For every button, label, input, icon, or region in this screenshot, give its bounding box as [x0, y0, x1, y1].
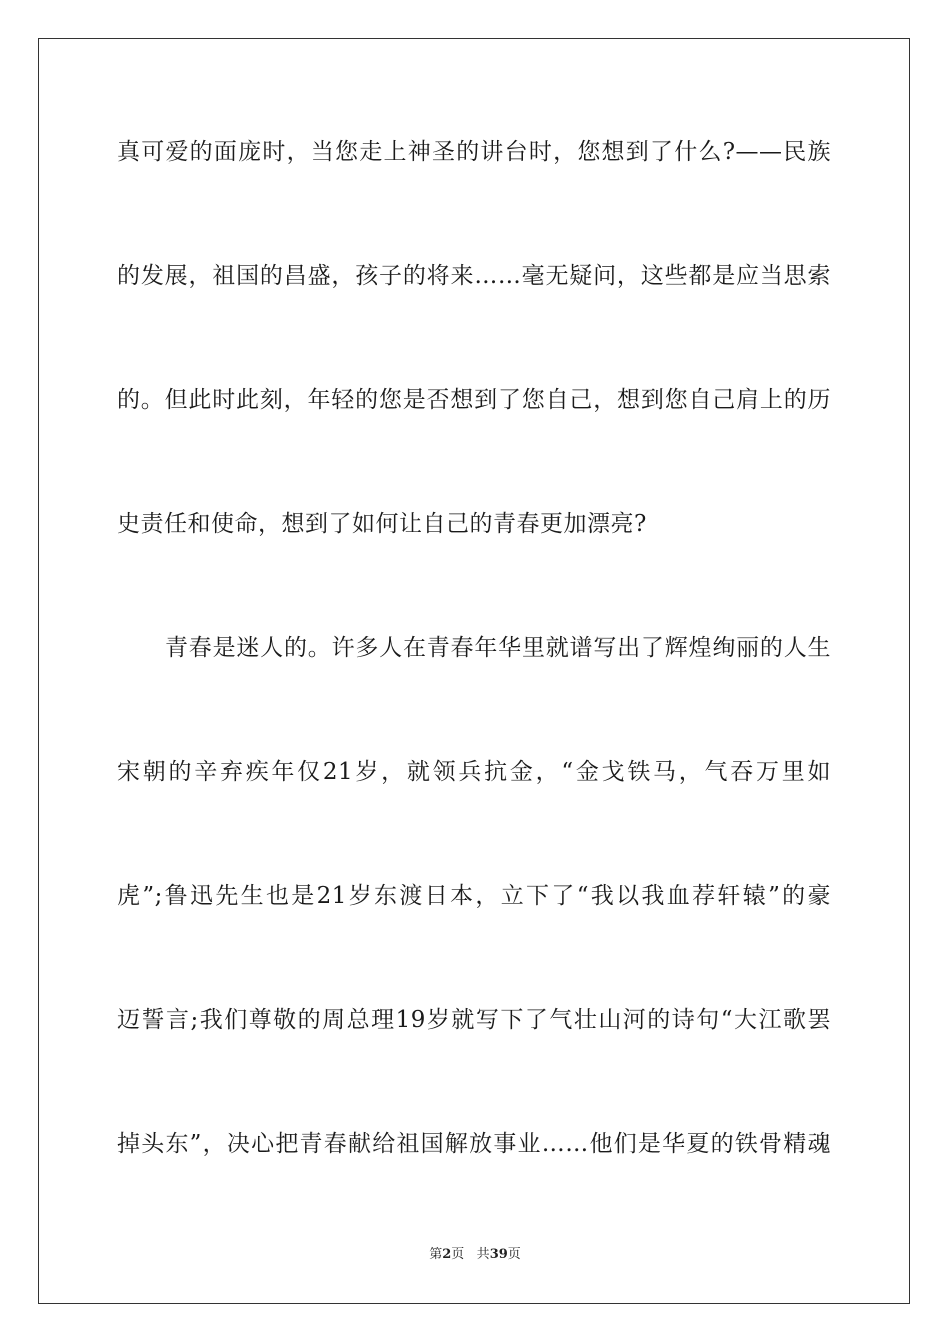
- text-line-8: 迈誓言;我们尊敬的周总理19岁就写下了气壮山河的诗句“大江歌罢: [117, 1007, 831, 1033]
- total-pages: 39: [489, 1247, 508, 1262]
- text-line-3: 的。但此时此刻，年轻的您是否想到了您自己，想到您自己肩上的历: [117, 387, 831, 413]
- text-line-5: 青春是迷人的。许多人在青春年华里就谱写出了辉煌绚丽的人生: [165, 635, 831, 661]
- text-line-1: 真可爱的面庞时，当您走上神圣的讲台时，您想到了什么?——民族: [117, 139, 831, 165]
- text-line-7: 虎”;鲁迅先生也是21岁东渡日本，立下了“我以我血荐轩辕”的豪: [117, 883, 831, 909]
- text-line-9: 掉头东”，决心把青春献给祖国解放事业……他们是华夏的铁骨精魂: [117, 1131, 831, 1157]
- text-line-2: 的发展，祖国的昌盛，孩子的将来……毫无疑问，这些都是应当思索: [117, 263, 831, 289]
- page-footer: [0, 1247, 950, 1263]
- page-number: 2: [442, 1247, 452, 1262]
- page-prefix: 第: [429, 1247, 443, 1262]
- page-suffix: 页: [451, 1247, 465, 1262]
- text-line-4: 史责任和使命，想到了如何让自己的青春更加漂亮?: [117, 511, 647, 537]
- total-suffix: 页: [507, 1247, 521, 1262]
- page-border: [38, 38, 910, 1304]
- text-line-6: 宋朝的辛弃疾年仅21岁，就领兵抗金，“金戈铁马，气吞万里如: [117, 759, 831, 785]
- total-prefix: 共: [476, 1247, 490, 1262]
